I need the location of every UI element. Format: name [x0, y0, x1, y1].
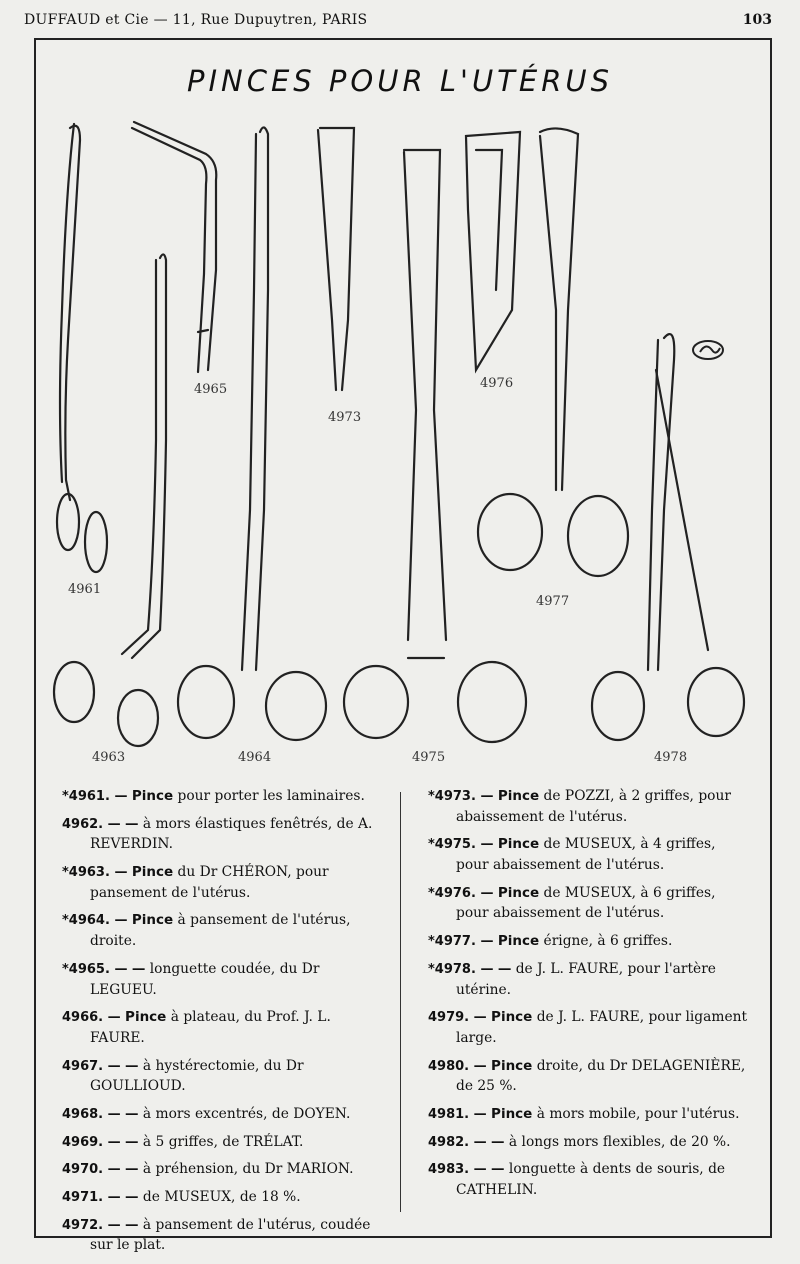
catalog-entry: *4964. — Pince à pansement de l'utérus, droite.	[62, 912, 351, 950]
figure-label-4976: 4976	[480, 376, 514, 391]
figure-label-4963: 4963	[92, 750, 126, 765]
catalog-entry: 4969. — — à 5 griffes, de TRÉLAT.	[62, 1133, 304, 1150]
instrument-4965-image	[132, 122, 216, 372]
instrument-4976-image	[466, 132, 520, 370]
publisher-address: DUFFAUD et Cie — 11, Rue Dupuytren, PARIS	[24, 12, 368, 28]
catalog-entry: *4961. — Pince pour porter les laminaires.	[62, 788, 365, 804]
figure-label-4965: 4965	[194, 382, 228, 397]
catalog-entry: *4975. — Pince de MUSEUX, à 4 griffes, pour abaissement de l'utérus.	[428, 836, 716, 874]
catalog-left-column	[54, 786, 384, 1263]
catalog-entry: *4973. — Pince de POZZI, à 2 griffes, pour abaissement de l'utérus.	[428, 788, 731, 825]
catalog-entry: 4968. — — à mors excentrés, de DOYEN.	[62, 1105, 351, 1122]
figure-label-4977: 4977	[536, 594, 570, 609]
catalog-entry: 4970. — — à préhension, du Dr MARION.	[62, 1161, 354, 1178]
instrument-4961-image	[57, 124, 107, 572]
page-number: 103	[742, 12, 772, 28]
catalog-entry: 4972. — — à pansement de l'utérus, coudée sur le plat.	[62, 1216, 371, 1254]
catalog-right-column	[420, 786, 750, 1208]
catalog-entry: 4967. — — à hystérectomie, du Dr GOULLIOUD.	[62, 1057, 304, 1095]
catalog-entry: 4971. — — de MUSEUX, de 18 %.	[62, 1189, 301, 1205]
instrument-illustrations	[36, 110, 766, 780]
figure-label-4978: 4978	[654, 750, 688, 765]
catalog-entry: 4962. — — à mors élastiques fenêtrés, de A. REVERDIN.	[62, 815, 373, 853]
maker-mark-icon	[690, 338, 726, 362]
catalog-entry: 4983. — — longuette à dents de souris, de CATHELIN.	[428, 1161, 726, 1198]
figure-label-4973: 4973	[328, 410, 362, 425]
catalog-entry: *4976. — Pince de MUSEUX, à 6 griffes, pour abaissement de l'utérus.	[428, 884, 716, 922]
catalog-entry: 4979. — Pince de J. L. FAURE, pour ligament large.	[428, 1009, 748, 1046]
catalog-entry: *4965. — — longuette coudée, du Dr LEGUEU.	[62, 960, 320, 998]
catalog-entry: *4977. — Pince érigne, à 6 griffes.	[428, 933, 673, 950]
catalog-entry: *4963. — Pince du Dr CHÉRON, pour pansement de l'utérus.	[62, 864, 329, 901]
instrument-4964-image	[178, 127, 326, 740]
catalog-entry: *4978. — — de J. L. FAURE, pour l'artère utérine.	[428, 960, 716, 998]
figure-label-4975: 4975	[412, 750, 446, 765]
column-divider	[400, 792, 401, 1212]
catalog-entry: 4980. — Pince droite, du Dr DELAGENIÈRE, de 25 %.	[428, 1057, 746, 1095]
catalog-entry: 4982. — — à longs mors flexibles, de 20 %.	[428, 1133, 731, 1150]
page-title: PINCES POUR L'UTÉRUS	[186, 64, 614, 98]
instrument-4978-image	[592, 334, 744, 740]
catalog-entry: 4981. — Pince à mors mobile, pour l'utérus.	[428, 1105, 740, 1122]
figure-label-4964: 4964	[238, 750, 272, 765]
figure-label-4961: 4961	[68, 582, 102, 597]
catalog-entry: 4966. — Pince à plateau, du Prof. J. L. FAURE.	[62, 1009, 331, 1046]
page-header	[24, 8, 772, 32]
instrument-4973-image	[318, 128, 354, 390]
